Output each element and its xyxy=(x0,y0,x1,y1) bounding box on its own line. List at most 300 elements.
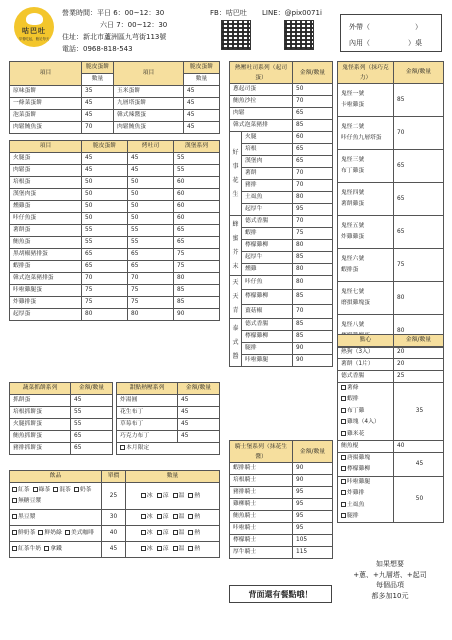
table-row xyxy=(10,261,220,273)
extra-price: 都多加10元 xyxy=(371,591,409,600)
table-row xyxy=(10,213,220,225)
drink-options[interactable]: 紅茶牛奶 拿鐵 xyxy=(10,542,102,558)
item-price: 80 xyxy=(293,240,333,252)
checkbox-icon[interactable] xyxy=(157,530,162,535)
checkbox-icon[interactable] xyxy=(12,530,17,535)
table-row xyxy=(230,463,333,475)
brand-logo xyxy=(14,7,54,47)
table-row xyxy=(10,407,113,419)
table-row xyxy=(117,407,220,419)
col-dessert: 甜點熱壓系列 xyxy=(117,383,178,395)
crispy-price: 70 xyxy=(82,273,128,285)
item-name: 腿排 xyxy=(242,343,293,355)
crispy-price: 65 xyxy=(82,249,128,261)
item-price: 90 xyxy=(293,355,333,367)
item-name: 巧克力布丁 xyxy=(117,431,178,443)
item-price: 45 xyxy=(71,395,113,407)
item-price: 90 xyxy=(293,463,333,475)
item-name: 韓式辣醬蛋 xyxy=(114,110,184,122)
table-row xyxy=(230,96,333,108)
item-price: 90 xyxy=(293,343,333,355)
item-name: 檸檬雞柳 xyxy=(242,240,293,252)
crispy-price: 50 xyxy=(82,201,128,213)
item-name: 咔仔魚 xyxy=(242,276,293,290)
checkbox-icon[interactable] xyxy=(341,455,346,460)
item-name: 薯餅（1片） xyxy=(338,359,394,371)
table-row xyxy=(230,511,333,523)
col-fried: 蔬菜抓餅系列 xyxy=(10,383,71,395)
checkbox-icon[interactable] xyxy=(188,530,193,535)
table-row xyxy=(230,108,333,120)
snack-table xyxy=(337,334,444,523)
checkbox-icon[interactable] xyxy=(74,487,79,492)
item-name: 培根蛋 xyxy=(10,177,82,189)
toast-price: 45 xyxy=(128,153,174,165)
checkbox-icon[interactable] xyxy=(33,487,38,492)
item-name: 鮪魚蛋 xyxy=(10,237,82,249)
table-row xyxy=(230,535,333,547)
item-price: 80 xyxy=(293,264,333,276)
toast-price: 65 xyxy=(128,249,174,261)
table-row xyxy=(230,252,333,264)
col-price: 金額/數量 xyxy=(293,441,333,463)
crispy-price: 55 xyxy=(82,225,128,237)
item-name: 黑胡椒豬排蛋 xyxy=(10,249,82,261)
item-name: 燻雞 xyxy=(242,264,293,276)
burger-price: 80 xyxy=(174,273,220,285)
item-name: 豬排騎士 xyxy=(230,487,293,499)
toast-price: 55 xyxy=(128,237,174,249)
item-price: 80 xyxy=(394,315,444,348)
item-name: 泡菜蛋餅 xyxy=(10,110,82,122)
table-row xyxy=(338,347,444,359)
table-row xyxy=(10,526,220,542)
drink-price: 25 xyxy=(102,483,126,510)
table-row xyxy=(117,419,220,431)
checkbox-icon[interactable] xyxy=(157,514,162,519)
item-name: 豬排 xyxy=(242,180,293,192)
item-price: 95 xyxy=(293,204,333,216)
item-price: 50 xyxy=(293,84,333,96)
hours-row xyxy=(62,8,164,18)
table-row xyxy=(230,547,333,559)
checkbox-icon[interactable] xyxy=(341,431,346,436)
crispy-toast-burger-table xyxy=(9,140,220,321)
table-row xyxy=(230,192,333,204)
item-name: 肉鬆鮪魚蛋 xyxy=(10,122,82,134)
burger-price: 75 xyxy=(174,261,220,273)
checkbox-icon[interactable] xyxy=(188,514,193,519)
toast-price: 50 xyxy=(128,201,174,213)
item-price: 70 xyxy=(394,117,444,150)
toast-price: 50 xyxy=(128,189,174,201)
extra-items: +蔥、+九層塔、+起司 xyxy=(353,570,427,579)
item-price: 65 xyxy=(293,156,333,168)
item-name: 玉米蛋餅 xyxy=(114,86,184,98)
table-row xyxy=(10,177,220,189)
item-name: 鮪魚抓餅蛋 xyxy=(10,431,71,443)
line-handle: LINE：@pix0071i xyxy=(262,9,322,17)
checkbox-icon[interactable] xyxy=(341,479,346,484)
temperature-options[interactable]: 冰 涼 溫 熱 xyxy=(126,483,220,510)
group-label: 天天青 xyxy=(230,276,242,319)
extra-title: 如果想要 xyxy=(376,560,404,568)
col-devil: 鬼怪系列（抹巧克力） xyxy=(338,62,394,84)
checkbox-icon[interactable] xyxy=(120,445,125,450)
item-name: 培根抓餅蛋 xyxy=(10,407,71,419)
table-row xyxy=(117,395,220,407)
item-name: 咔啦雞腿 xyxy=(242,355,293,367)
burger-price: 55 xyxy=(174,165,220,177)
item-price: 35 xyxy=(82,86,114,98)
checkbox-icon[interactable] xyxy=(12,487,17,492)
table-row xyxy=(10,309,220,321)
checkbox-icon[interactable] xyxy=(65,530,70,535)
item-name: 厚牛騎士 xyxy=(230,547,293,559)
burger-price: 60 xyxy=(174,189,220,201)
table-row xyxy=(10,419,113,431)
crispy-price: 65 xyxy=(82,261,128,273)
col-qty: 數量 xyxy=(82,74,114,86)
table-row xyxy=(10,86,220,98)
item-price: 45 xyxy=(82,110,114,122)
temperature-options[interactable]: 冰 涼 溫 熱 xyxy=(126,526,220,542)
item-price: 50 xyxy=(394,476,444,523)
group-label: 好事花生 xyxy=(230,132,242,216)
item-name: 咔啦雞腿蛋 xyxy=(10,285,82,297)
dessert-table xyxy=(116,382,220,455)
col-crispy: 脆皮蛋餅 xyxy=(82,141,128,153)
item-name: 蝦排 xyxy=(242,228,293,240)
item-price: 80 xyxy=(394,282,444,315)
temperature-options[interactable]: 冰 涼 溫 熱 xyxy=(126,542,220,558)
combo-options[interactable]: 咔啦雞腿 炸雞排 土虱魚 腿排 xyxy=(338,476,394,523)
logo-slogan: 早餐吃起，飽足每天 xyxy=(18,37,50,41)
item-name: 咔仔魚蛋 xyxy=(10,213,82,225)
item-price: 35 xyxy=(394,383,444,441)
crispy-price: 75 xyxy=(82,285,128,297)
item-name: 豬排抓餅蛋 xyxy=(10,443,71,455)
col-egg-2: 脆皮蛋餅 xyxy=(184,62,220,74)
table-row xyxy=(10,483,220,510)
item-price: 65 xyxy=(394,183,444,216)
table-row xyxy=(230,168,333,180)
item-name: 蔥起司蛋 xyxy=(230,84,293,96)
checkbox-icon[interactable] xyxy=(141,546,146,551)
burger-price: 65 xyxy=(174,225,220,237)
crispy-price: 50 xyxy=(82,177,128,189)
item-name: 鬼怪八號 xyxy=(338,315,394,348)
table-row xyxy=(338,249,444,282)
table-row xyxy=(230,264,333,276)
table-row xyxy=(10,225,220,237)
burger-price: 60 xyxy=(174,201,220,213)
item-price: 45 xyxy=(178,431,220,443)
item-price: 80 xyxy=(293,276,333,290)
item-price: 65 xyxy=(394,150,444,183)
logo-face xyxy=(26,13,43,25)
checkbox-icon[interactable] xyxy=(173,514,178,519)
checkbox-icon[interactable] xyxy=(173,530,178,535)
item-name: 培根 xyxy=(242,144,293,156)
table-row xyxy=(230,156,333,168)
pressed-toast-table xyxy=(229,61,333,367)
fried-pancake-table xyxy=(9,382,113,455)
address: 住址：新北市蘆洲區九芎街113號 xyxy=(62,33,167,41)
item-name: 肉鬆 xyxy=(230,108,293,120)
col-press: 熱壓吐司系列（起司蛋） xyxy=(230,62,293,84)
limited-row[interactable]: 本月限定 xyxy=(117,443,220,455)
checkbox-icon[interactable] xyxy=(157,546,162,551)
crispy-price: 45 xyxy=(82,153,128,165)
item-name: 德式香腸 xyxy=(242,216,293,228)
checkbox-icon[interactable] xyxy=(341,385,346,390)
table-row xyxy=(230,240,333,252)
item-name: 炸雞排蛋 xyxy=(10,297,82,309)
table-row xyxy=(10,273,220,285)
item-price: 20 xyxy=(394,359,444,371)
table-row xyxy=(230,144,333,156)
item-price: 85 xyxy=(394,84,444,117)
item-name: 鮪魚騎士 xyxy=(230,511,293,523)
table-row xyxy=(338,117,444,150)
toast-price: 55 xyxy=(128,225,174,237)
item-price: 65 xyxy=(71,431,113,443)
item-price: 25 xyxy=(394,371,444,383)
toast-price: 75 xyxy=(128,285,174,297)
checkbox-icon[interactable] xyxy=(188,546,193,551)
table-row xyxy=(230,355,333,367)
item-price: 40 xyxy=(394,441,444,453)
item-name: 火腿蛋 xyxy=(10,153,82,165)
hours-label: 營業時間： xyxy=(62,9,97,17)
table-row xyxy=(230,180,333,192)
item-price: 45 xyxy=(184,86,220,98)
checkbox-icon[interactable] xyxy=(341,490,346,495)
checkbox-icon[interactable] xyxy=(341,396,346,401)
dinein-label: 內用（ ）桌 xyxy=(349,39,422,47)
logo-name: 咕巴吐 xyxy=(22,27,46,35)
checkbox-icon[interactable] xyxy=(157,493,162,498)
item-price: 65 xyxy=(293,144,333,156)
item-name: 火腿 xyxy=(242,132,293,144)
item-price: 85 xyxy=(293,319,333,331)
order-type-box[interactable] xyxy=(340,14,442,52)
devil-series-table xyxy=(337,61,444,348)
table-row xyxy=(230,304,333,318)
item-price: 70 xyxy=(82,122,114,134)
table-row xyxy=(230,319,333,331)
combo-row xyxy=(338,383,444,441)
item-name: 檸檬雞柳 xyxy=(242,290,293,304)
item-price: 80 xyxy=(293,192,333,204)
hours-weekday: 平日 6：00~12：30 xyxy=(97,9,165,17)
extra-note xyxy=(337,559,443,601)
col-qty: 數量 xyxy=(126,471,220,483)
drink-table xyxy=(9,470,220,558)
checkbox-icon[interactable] xyxy=(341,408,346,413)
table-row xyxy=(10,110,220,122)
checkbox-icon[interactable] xyxy=(341,419,346,424)
col-knight: 騎士堡系列（抹花生醬） xyxy=(230,441,293,463)
toast-price: 50 xyxy=(128,213,174,225)
table-row xyxy=(10,510,220,526)
col-price: 金額/數量 xyxy=(394,62,444,84)
item-name: 蝦排騎士 xyxy=(230,463,293,475)
checkbox-icon[interactable] xyxy=(173,493,178,498)
table-row xyxy=(338,282,444,315)
item-name: 漢堡肉 xyxy=(242,156,293,168)
item-price: 70 xyxy=(293,216,333,228)
combo-options[interactable]: 薯條 蝦排 布丁雞 雞塊（4入） 雞米花 xyxy=(338,383,394,441)
col-toast: 烤吐司 xyxy=(128,141,174,153)
table-row xyxy=(10,431,113,443)
item-name: 熱狗（3入） xyxy=(338,347,394,359)
table-row xyxy=(10,285,220,297)
checkbox-icon[interactable] xyxy=(38,530,43,535)
item-price: 95 xyxy=(293,523,333,535)
item-name: 起厚牛 xyxy=(242,204,293,216)
burger-price: 85 xyxy=(174,285,220,297)
table-row xyxy=(338,84,444,117)
item-name: 鬼怪二號 咔仔魚九層塔蛋 xyxy=(338,117,394,150)
toast-price: 50 xyxy=(128,177,174,189)
item-name: 培根騎士 xyxy=(230,475,293,487)
checkbox-icon[interactable] xyxy=(173,546,178,551)
item-price: 45 xyxy=(184,110,220,122)
table-row xyxy=(10,443,113,455)
takeout-label: 外帶（ ） xyxy=(349,23,422,31)
drink-options[interactable]: 紅茶 綠茶 混茶 奶茶無糖豆漿 xyxy=(10,483,102,510)
checkbox-icon[interactable] xyxy=(53,487,58,492)
burger-price: 55 xyxy=(174,153,220,165)
item-price: 75 xyxy=(293,228,333,240)
table-row xyxy=(230,132,333,144)
table-row xyxy=(230,276,333,290)
item-price: 45 xyxy=(394,453,444,477)
crispy-price: 50 xyxy=(82,189,128,201)
item-price: 115 xyxy=(293,547,333,559)
item-price: 55 xyxy=(71,407,113,419)
checkbox-icon[interactable] xyxy=(141,514,146,519)
checkbox-icon[interactable] xyxy=(12,514,17,519)
item-price: 45 xyxy=(184,122,220,134)
table-row xyxy=(338,183,444,216)
burger-price: 90 xyxy=(174,309,220,321)
line-qr-code[interactable] xyxy=(284,20,314,50)
item-price: 75 xyxy=(394,249,444,282)
item-price: 95 xyxy=(293,511,333,523)
item-name: 薯餅蛋 xyxy=(10,225,82,237)
checkbox-icon[interactable] xyxy=(341,513,346,518)
item-name: 德式香腸 xyxy=(338,371,394,383)
item-name: 檸檬雞柳 xyxy=(242,331,293,343)
item-name: 漢堡肉蛋 xyxy=(10,189,82,201)
table-row xyxy=(230,290,333,304)
item-price: 70 xyxy=(293,180,333,192)
item-name: 雞柳騎士 xyxy=(230,499,293,511)
table-row xyxy=(230,216,333,228)
temperature-options[interactable]: 冰 涼 溫 熱 xyxy=(126,510,220,526)
table-row xyxy=(10,542,220,558)
item-name: 德式香腸 xyxy=(242,319,293,331)
drink-price: 40 xyxy=(102,526,126,542)
item-price: 70 xyxy=(293,304,333,318)
checkbox-icon[interactable] xyxy=(12,546,17,551)
table-row xyxy=(230,487,333,499)
col-egg-1: 脆皮蛋餅 xyxy=(82,62,114,74)
item-price: 65 xyxy=(293,108,333,120)
extra-each: 每個品項 xyxy=(376,581,404,589)
item-price: 90 xyxy=(293,475,333,487)
col-price: 金額/數量 xyxy=(71,383,113,395)
burger-price: 65 xyxy=(174,237,220,249)
table-row xyxy=(338,441,444,453)
col-qty: 數量 xyxy=(184,74,220,86)
combo-options[interactable]: 唐揚雞塊 檸檬雞柳 xyxy=(338,453,394,477)
item-name: 起厚牛 xyxy=(242,252,293,264)
item-price: 70 xyxy=(293,96,333,108)
item-name: 咔啦騎士 xyxy=(230,523,293,535)
item-name: 薯餅 xyxy=(242,168,293,180)
table-row xyxy=(338,371,444,383)
checkbox-icon[interactable] xyxy=(341,466,346,471)
item-price: 45 xyxy=(178,395,220,407)
checkbox-icon[interactable] xyxy=(341,502,346,507)
item-price: 65 xyxy=(394,216,444,249)
combo-row xyxy=(338,453,444,477)
table-row xyxy=(230,343,333,355)
toast-price: 75 xyxy=(128,297,174,309)
burger-price: 60 xyxy=(174,177,220,189)
table-row xyxy=(338,359,444,371)
egg-pancake-table xyxy=(9,61,220,134)
crispy-price: 45 xyxy=(82,165,128,177)
fb-qr-code[interactable] xyxy=(221,20,251,50)
col-burger: 漢堡系列 xyxy=(174,141,220,153)
crispy-price: 55 xyxy=(82,237,128,249)
table-row xyxy=(10,297,220,309)
table-row xyxy=(230,523,333,535)
item-name: 蝦排蛋 xyxy=(10,261,82,273)
item-price: 60 xyxy=(293,132,333,144)
checkbox-icon[interactable] xyxy=(141,493,146,498)
item-name: 原味蛋餅 xyxy=(10,86,82,98)
checkbox-icon[interactable] xyxy=(188,493,193,498)
item-name: 韓式泡菜豬排蛋 xyxy=(10,273,82,285)
table-row xyxy=(230,475,333,487)
drink-options[interactable]: 黑豆漿 xyxy=(10,510,102,526)
checkbox-icon[interactable] xyxy=(44,546,49,551)
col-size: 單價 xyxy=(102,471,126,483)
item-price: 105 xyxy=(293,535,333,547)
checkbox-icon[interactable] xyxy=(12,498,17,503)
hours-weekend: 六日 7：00~12：30 xyxy=(100,21,168,29)
table-row xyxy=(10,249,220,261)
drink-options[interactable]: 鮮奶茶 鮮奶綠 美式咖啡 xyxy=(10,526,102,542)
item-name: 抓餅蛋 xyxy=(10,395,71,407)
item-name: 薑菇椒 xyxy=(242,304,293,318)
item-name: 炸湯圓 xyxy=(117,395,178,407)
combo-row xyxy=(338,476,444,523)
col-item: 項目 xyxy=(10,62,82,86)
item-name: 肉鬆鮪魚蛋 xyxy=(114,122,184,134)
col-snack: 點心 xyxy=(338,335,394,347)
toast-price: 45 xyxy=(128,165,174,177)
checkbox-icon[interactable] xyxy=(141,530,146,535)
item-name: 花生布丁 xyxy=(117,407,178,419)
item-name: 草莓布丁 xyxy=(117,419,178,431)
